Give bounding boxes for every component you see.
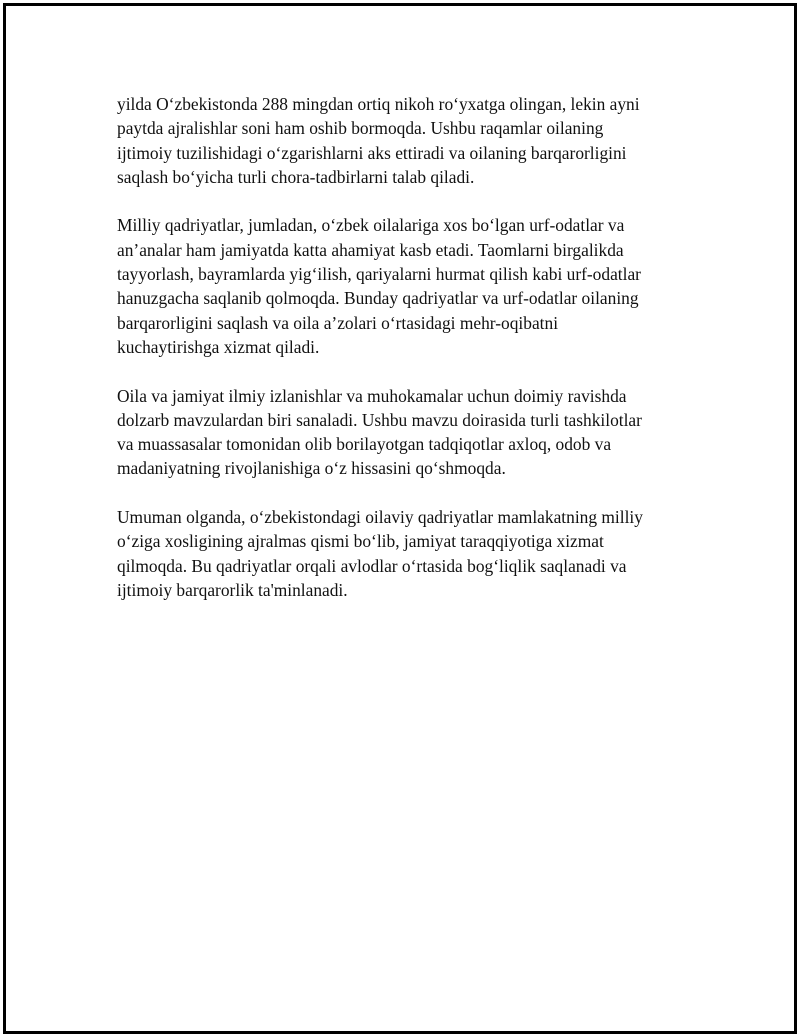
paragraph-research-topics: Oila va jamiyat ilmiy izlanishlar va muhokamalar uchun doimiy ravishda dolzarb mavzulardan biri sanaladi. Ushbu mavzu doirasida turli tashkilotlar va muassasalar tomonidan olib borilayotgan tadqiqotlar axloq, odob va madaniyatning rivojlanishiga o‘z hissasini qo‘shmoqda. <box>117 385 642 479</box>
paragraph-national-values: Milliy qadriyatlar, jumladan, o‘zbek oilalariga xos bo‘lgan urf-odatlar va an’analar ham jamiyatda katta ahamiyat kasb etadi. Taomlarni birgalikda tayyorlash, bayramlarda yig‘ilish, qariyalarni hurmat qilish kabi urf-odatlar hanuzgacha saqlanib qolmoqda. Bunday qadriyatlar va urf-odatlar oilaning barqarorligini saqlash va oila a’zolari o‘rtasidagi mehr-oqibatni kuchaytirishga xizmat qiladi. <box>117 215 641 357</box>
document-body <box>117 92 687 627</box>
paragraph-marriage-statistics: yilda O‘zbekistonda 288 mingdan ortiq nikoh ro‘yxatga olingan, lekin ayni paytda ajralishlar soni ham oshib bormoqda. Ushbu raqamlar oilaning ijtimoiy tuzilishidagi o‘zgarishlarni aks ettiradi va oilaning barqarorligini saqlash bo‘yicha turli chora-tadbirlarni talab qiladi. <box>117 94 640 187</box>
paragraph-conclusion: Umuman olganda, o‘zbekistondagi oilaviy qadriyatlar mamlakatning milliy o‘ziga xosligining ajralmas qismi bo‘lib, jamiyat taraqqiyotiga xizmat qilmoqda. Bu qadriyatlar orqali avlodlar o‘rtasida bog‘liqlik saqlanadi va ijtimoiy barqarorlik ta'minlanadi. <box>117 507 643 600</box>
